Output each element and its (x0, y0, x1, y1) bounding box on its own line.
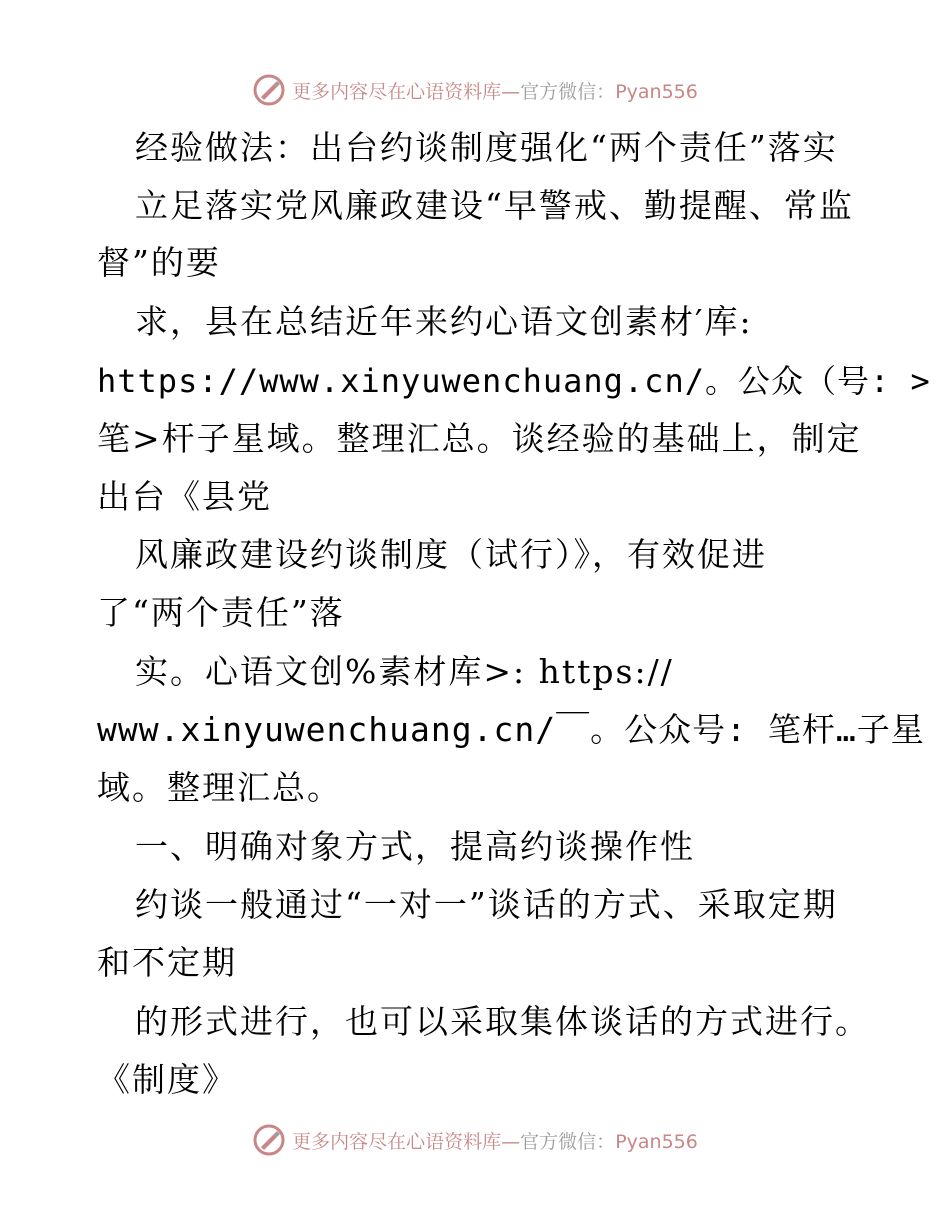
banner-separator: — (501, 80, 521, 103)
text-line: 笔>杆子星域。整理汇总。谈经验的基础上，制定 (97, 419, 862, 458)
banner-separator: — (501, 1130, 521, 1153)
brand-text: 更多内容尽在心语资料库 (292, 80, 502, 103)
text-line: 经验做法：出台约谈制度强化“两个责任”落实 (135, 128, 838, 167)
wechat-account: Pyan556 (615, 1130, 698, 1153)
text-line: https://www.xinyuwenchuang.cn/。公众（号: > (97, 362, 931, 400)
brand-text: 更多内容尽在心语资料库 (292, 1130, 502, 1153)
text-line: 风廉政建设约谈制度（试行）》，有效促进 (135, 535, 767, 574)
pen-seal-icon (252, 1123, 286, 1157)
banner-text (292, 1127, 698, 1154)
text-line: 求，县在总结近年来约心语文创素材′库: (135, 302, 753, 341)
text-line: 域。整理汇总。 (97, 768, 342, 807)
text-line: 了“两个责任”落 (97, 593, 345, 632)
text-line: 的形式进行，也可以采取集体谈话的方式进行。 (135, 1002, 870, 1041)
pen-seal-icon (252, 73, 286, 107)
text-line: 立足落实党风廉政建设“早警戒、勤提醒、常监 (135, 186, 854, 225)
wechat-account: Pyan556 (615, 80, 698, 103)
text-line: 约谈一般通过“一对一”谈话的方式、采取定期 (135, 885, 838, 924)
wechat-label: 官方微信： (520, 1130, 616, 1153)
text-line: 督”的要 (97, 243, 221, 282)
text-line: 《制度》 (97, 1060, 237, 1099)
text-line: 和不定期 (97, 943, 237, 982)
section-heading: 一、明确对象方式，提高约谈操作性 (135, 827, 695, 866)
text-line: 实。心语文创%素材库>: https:// (135, 652, 674, 691)
text-line: 出台《县党 (97, 477, 272, 516)
wechat-label: 官方微信： (520, 80, 616, 103)
text-line: www.xinyuwenchuang.cn/￣。公众号: 笔杆…子星 (97, 710, 925, 749)
footer-watermark-banner (0, 1120, 950, 1160)
banner-text (292, 77, 698, 104)
header-watermark-banner (0, 70, 950, 110)
